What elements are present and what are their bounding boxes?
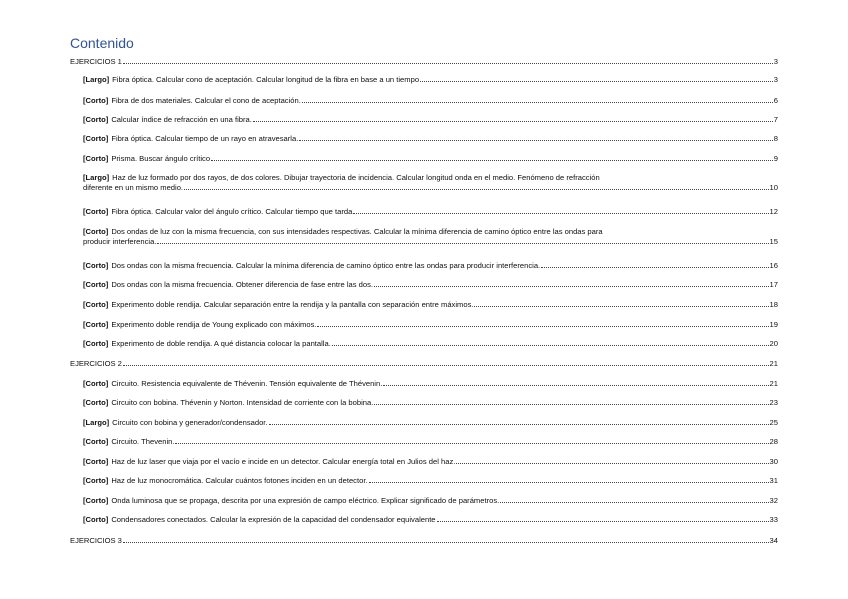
toc-entry[interactable] [83,227,778,247]
entry-text-continued: diferente en un mismo medio. [83,183,184,192]
toc-entry[interactable] [83,496,778,506]
entry-tag: [Corto] [83,437,109,446]
page-number: 16 [769,261,778,270]
page-number: 20 [769,339,778,348]
entry-text: Dos ondas con la misma frecuencia. Obtener diferencia de fase entre las dos. [111,280,374,289]
entry-tag: [Corto] [83,207,109,216]
toc-entry[interactable] [83,418,778,428]
page-number: 3 [773,75,778,84]
page-number: 31 [769,476,778,485]
dot-leader [383,385,768,386]
page-number: 21 [769,359,778,368]
dot-leader [420,81,773,82]
dot-leader [374,286,769,287]
entry-text: Onda luminosa que se propaga, descrita por una expresión de campo eléctrico. Explicar significado de parámetros. [111,496,500,505]
toc-entry[interactable] [83,339,778,349]
toc-entry[interactable] [83,75,778,85]
toc-entry[interactable] [83,207,778,217]
toc-entry[interactable] [83,261,778,271]
dot-leader [123,63,773,64]
dot-leader [269,424,769,425]
page-number: 10 [769,183,778,192]
toc-entry[interactable] [83,300,778,310]
entry-tag: [Corto] [83,320,109,329]
entry-tag: [Largo] [83,173,110,182]
entry-text: Fibra óptica. Calcular cono de aceptación. Calcular longitud de la fibra en base a un tiempo [112,75,420,84]
entry-tag: [Corto] [83,115,109,124]
entry-tag: [Corto] [83,379,109,388]
page-number: 34 [769,536,778,545]
toc-entry[interactable] [83,96,778,106]
dot-leader [302,102,773,103]
page-number: 17 [769,280,778,289]
dot-leader [253,121,773,122]
toc-entry[interactable] [83,398,778,408]
entry-text: Circuito. Resistencia equivalente de Thévenin. Tensión equivalente de Thévenin. [111,379,383,388]
dot-leader [541,267,768,268]
entry-text: Fibra óptica. Calcular tiempo de un rayo en atravesarla. [111,134,299,143]
toc-entry[interactable] [70,359,778,369]
entry-text: Experimento doble rendija de Young explicado con máximos. [111,320,317,329]
page-number: 3 [773,57,778,66]
entry-text: Experimento doble rendija. Calcular separación entre la rendija y la pantalla con separación entre máximos. [111,300,474,309]
page-number: 28 [769,437,778,446]
entry-text: Circuito. Thevenin. [111,437,175,446]
page-number: 23 [769,398,778,407]
toc-entry[interactable] [83,115,778,125]
entry-tag: [Corto] [83,134,109,143]
page-number: 9 [773,154,778,163]
entry-text: Circuito con bobina. Thévenin y Norton. Intensidad de corriente con la bobina. [111,398,374,407]
dot-leader [474,306,768,307]
dot-leader [353,213,768,214]
dot-leader [211,160,773,161]
dot-leader [157,243,768,244]
page-number: 21 [769,379,778,388]
toc-entry[interactable] [83,134,778,144]
page-number: 15 [769,237,778,246]
entry-text: Fibra de dos materiales. Calcular el cono de aceptación. [111,96,301,105]
entry-text: Dos ondas con la misma frecuencia. Calcular la mínima diferencia de camino óptico entre las ondas para producir interferencia. [111,261,541,270]
entry-text: Condensadores conectados. Calcular la expresión de la capacidad del condensador equivalente [111,515,436,524]
dot-leader [374,404,768,405]
dot-leader [456,463,768,464]
entry-tag: [Corto] [83,96,109,105]
entry-text: Prisma. Buscar ángulo crítico [111,154,211,163]
dot-leader [332,345,769,346]
toc-title: Contenido [70,35,134,51]
dot-leader [317,326,768,327]
dot-leader [123,542,769,543]
toc-entry[interactable] [83,476,778,486]
dot-leader [184,189,769,190]
page-number: 8 [773,134,778,143]
entry-tag: [Corto] [83,476,109,485]
entry-text: Dos ondas de luz con la misma frecuencia, con sus intensidades respectivas. Calcular la mínima diferencia de camino óptico entre las ondas para [111,227,603,236]
page-number: 19 [769,320,778,329]
entry-tag: [Largo] [83,75,110,84]
toc-entry[interactable] [83,320,778,330]
dot-leader [437,521,769,522]
page-number: 25 [769,418,778,427]
entry-text: Fibra óptica. Calcular valor del ángulo crítico. Calcular tiempo que tarda [111,207,353,216]
toc-entry[interactable] [83,457,778,467]
dot-leader [175,443,768,444]
page-number: 30 [769,457,778,466]
toc-entry[interactable] [83,515,778,525]
page-number: 32 [769,496,778,505]
entry-tag: [Corto] [83,515,109,524]
entry-tag: [Corto] [83,457,109,466]
toc-entry[interactable] [83,437,778,447]
entry-text: Calcular índice de refracción en una fibra. [111,115,252,124]
page-number: 18 [769,300,778,309]
toc-entry[interactable] [83,379,778,389]
entry-tag: [Corto] [83,398,109,407]
section-heading: EJERCICIOS 3 [70,536,122,545]
page-number: 6 [773,96,778,105]
toc-entry[interactable] [70,57,778,67]
entry-tag: [Largo] [83,418,110,427]
entry-tag: [Corto] [83,280,109,289]
entry-tag: [Corto] [83,496,109,505]
section-heading: EJERCICIOS 1 [70,57,122,66]
entry-text: Haz de luz formado por dos rayos, de dos colores. Dibujar trayectoria de incidencia. Calcular longitud onda en el medio. Fenómeno de refracción [112,173,600,182]
toc-entry[interactable] [83,154,778,164]
toc-entry[interactable] [83,173,778,193]
entry-tag: [Corto] [83,261,109,270]
dot-leader [123,365,769,366]
entry-text: Circuito con bobina y generador/condensador. [112,418,268,427]
section-heading: EJERCICIOS 2 [70,359,122,368]
page-number: 33 [769,515,778,524]
toc-entry[interactable] [83,280,778,290]
entry-tag: [Corto] [83,154,109,163]
entry-tag: [Corto] [83,339,109,348]
entry-tag: [Corto] [83,300,109,309]
entry-text-continued: producir interferencia. [83,237,157,246]
entry-text: Haz de luz laser que viaja por el vacío e incide en un detector. Calcular energía total en Julios del haz. [111,457,456,466]
entry-tag: [Corto] [83,227,109,236]
dot-leader [369,482,769,483]
page-number: 7 [773,115,778,124]
page-number: 12 [769,207,778,216]
dot-leader [500,502,768,503]
entry-text: Haz de luz monocromática. Calcular cuántos fotones inciden en un detector. [111,476,368,485]
toc-entry[interactable] [70,536,778,546]
entry-text: Experimento de doble rendija. A qué distancia colocar la pantalla. [111,339,331,348]
dot-leader [299,140,772,141]
